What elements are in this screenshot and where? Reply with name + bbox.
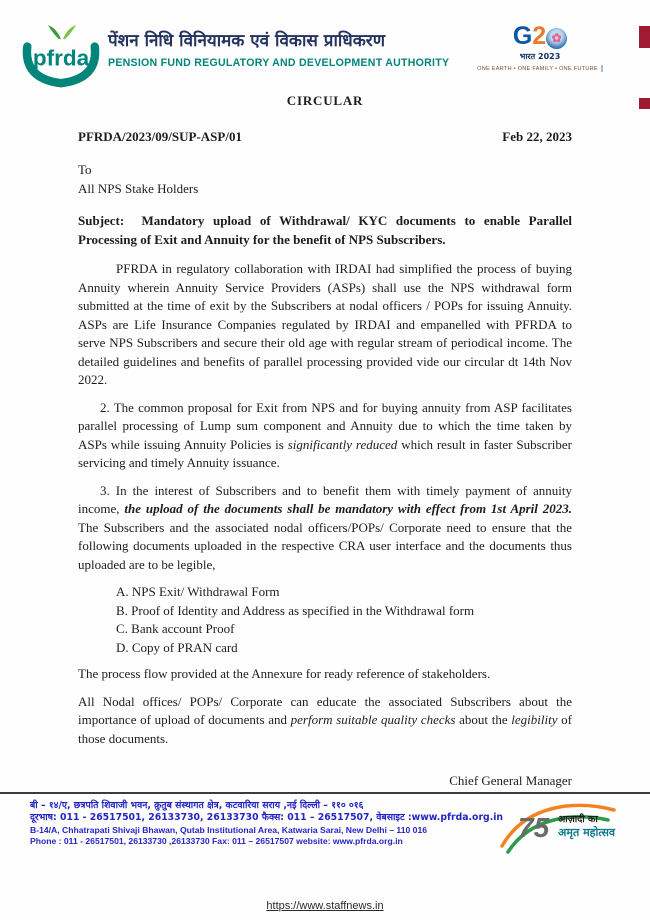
- leaf-icon: [63, 25, 76, 39]
- pfrda-logo-text: pfrda: [32, 45, 90, 71]
- list-item: C. Bank account Proof: [116, 621, 235, 636]
- azadi-line-2: अमृत महोत्सव: [558, 826, 616, 839]
- letterhead: [0, 18, 650, 102]
- pfrda-logo: [16, 20, 106, 92]
- annexure-note: The process flow provided at the Annexure for ready reference of stakeholders.: [78, 666, 491, 681]
- azadi-75-mark: 75: [518, 812, 550, 843]
- subject-line: [78, 212, 572, 249]
- paragraph-1: PFRDA in regulatory collaboration with IRDAI had simplified the process of buying Annuity wherein Annuity Service Providers (ASPs) shall use the NPS withdrawal form submitted at the time of exit by the Subscribers at nodal officers / POPs for issuing Annuity. ASPs are Life Insurance Companies regulated by IRDAI and empanelled with PFRDA to serve NPS Subscribers and secure their old age with regular stream of periodical income. The detailed guidelines and benefits of parallel processing provided vide our circular dt 14th Nov 2022.: [78, 261, 572, 387]
- pfrda-logo-graphic: [16, 20, 106, 92]
- org-name-hindi: पेंशन निधि विनियामक एवं विकास प्राधिकरण: [108, 31, 386, 51]
- g20-tagline: ONE EARTH • ONE FAMILY • ONE FUTURE: [477, 65, 598, 72]
- g20-letter-g: G: [512, 22, 533, 50]
- addressee-block: [78, 161, 572, 198]
- list-item: B. Proof of Identity and Address as specified in the Withdrawal form: [116, 602, 475, 618]
- g20-tagline-row: [477, 65, 600, 72]
- g20-bharat-label: भारत 2023: [519, 52, 561, 61]
- closing-paragraph: [78, 693, 572, 749]
- footer-address-block: [30, 800, 508, 848]
- reference-row: [78, 128, 572, 147]
- g20-digit-2: 2: [532, 22, 547, 50]
- footer-divider: [0, 792, 650, 794]
- reference-number: PFRDA/2023/09/SUP-ASP/01: [78, 128, 242, 144]
- paragraph-2-text: 2. The common proposal for Exit from NPS and for buying annuity from ASP facilitates parallel processing of Lump sum component and Annuity due to which the time taken by ASPs while issuing Annuity Policies is: [78, 399, 572, 452]
- subject-text: Mandatory upload of Withdrawal/ KYC documents to enable Parallel Processing of Exit and Annuity for the benefit of NPS Subscribers.: [78, 213, 572, 247]
- staffnews-link[interactable]: https://www.staffnews.in: [266, 900, 384, 912]
- india-flag-icon: [601, 65, 603, 72]
- paragraph-2: [78, 399, 572, 473]
- azadi-line-1: आज़ादी का: [558, 814, 598, 825]
- page-edge-mark: [639, 98, 650, 109]
- document-title: CIRCULAR: [286, 93, 364, 108]
- org-name-block: [108, 28, 488, 69]
- closing-text: of those documents.: [78, 712, 573, 746]
- footer-address-english: B-14/A, Chhatrapati Shivaji Bhawan, Qutab Institutional Area, Katwaria Sarai, New Delhi – 110 016: [30, 824, 428, 835]
- document-body: [78, 92, 572, 791]
- watermark-link-row: [0, 900, 650, 912]
- paragraph-2-text: which result in faster Subscriber servicing and timely Annuity issuance.: [78, 436, 572, 470]
- org-name-english: PENSION FUND REGULATORY AND DEVELOPMENT AUTHORITY: [108, 57, 450, 69]
- paragraph-3: [78, 482, 572, 575]
- addressee: All NPS Stake Holders: [78, 180, 199, 196]
- paragraph-3-bold-italic: the upload of the documents shall be mandatory with effect from 1st April 2023.: [124, 501, 573, 516]
- leaf-icon: [48, 25, 61, 39]
- to-label: To: [78, 162, 92, 177]
- footer-phone-hindi: दूरभाष: 011 - 26517501, 26133730, 26133730 फैक्स: 011 – 26517507, वेबसाइट :www.pfrda.org.in: [30, 812, 504, 824]
- closing-text: about the: [455, 712, 512, 727]
- paragraph-2-italic: significantly reduced: [287, 436, 398, 452]
- document-date: Feb 22, 2023: [502, 128, 572, 144]
- list-item: A. NPS Exit/ Withdrawal Form: [116, 584, 280, 599]
- footer-address-hindi: बी – १४/ए, छत्रपति शिवाजी भवन, क़ुतुब संस्थागत क्षेत्र, कटवारिया सराय ,नई दिल्ली – ११० ०१६: [30, 800, 364, 811]
- paragraph-3-text: The Subscribers and the associated nodal officers/POPs/ Corporate need to ensure that the following documents uploaded in the respective CRA user interface and the documents thus uploaded are to be legible,: [78, 519, 572, 572]
- list-item: D. Copy of PRAN card: [116, 639, 238, 655]
- closing-italic: legibility: [511, 712, 558, 727]
- paragraph-3-text: 3. In the interest of Subscribers and to benefit them with timely payment of annuity income,: [78, 482, 572, 516]
- subject-label: Subject:: [78, 213, 125, 228]
- closing-text: All Nodal offices/ POPs/ Corporate can educate the associated Subscribers about the importance of upload of documents and: [78, 693, 572, 727]
- azadi-ka-amrit-mahotsav-logo: [496, 796, 636, 862]
- page-edge-mark: [639, 26, 650, 48]
- g20-wordmark: [480, 24, 600, 49]
- globe-lotus-icon: ✿: [546, 28, 567, 49]
- azadi-text: [558, 812, 615, 840]
- document-checklist: [116, 583, 572, 657]
- closing-italic: perform suitable quality checks: [290, 712, 456, 727]
- g20-logo: [477, 22, 600, 72]
- signature-title: Chief General Manager: [449, 773, 572, 788]
- footer-phone-english: Phone : 011 - 26517501, 26133730 ,26133730 Fax: 011 – 26517507 website: www.pfrda.org.in: [30, 836, 403, 847]
